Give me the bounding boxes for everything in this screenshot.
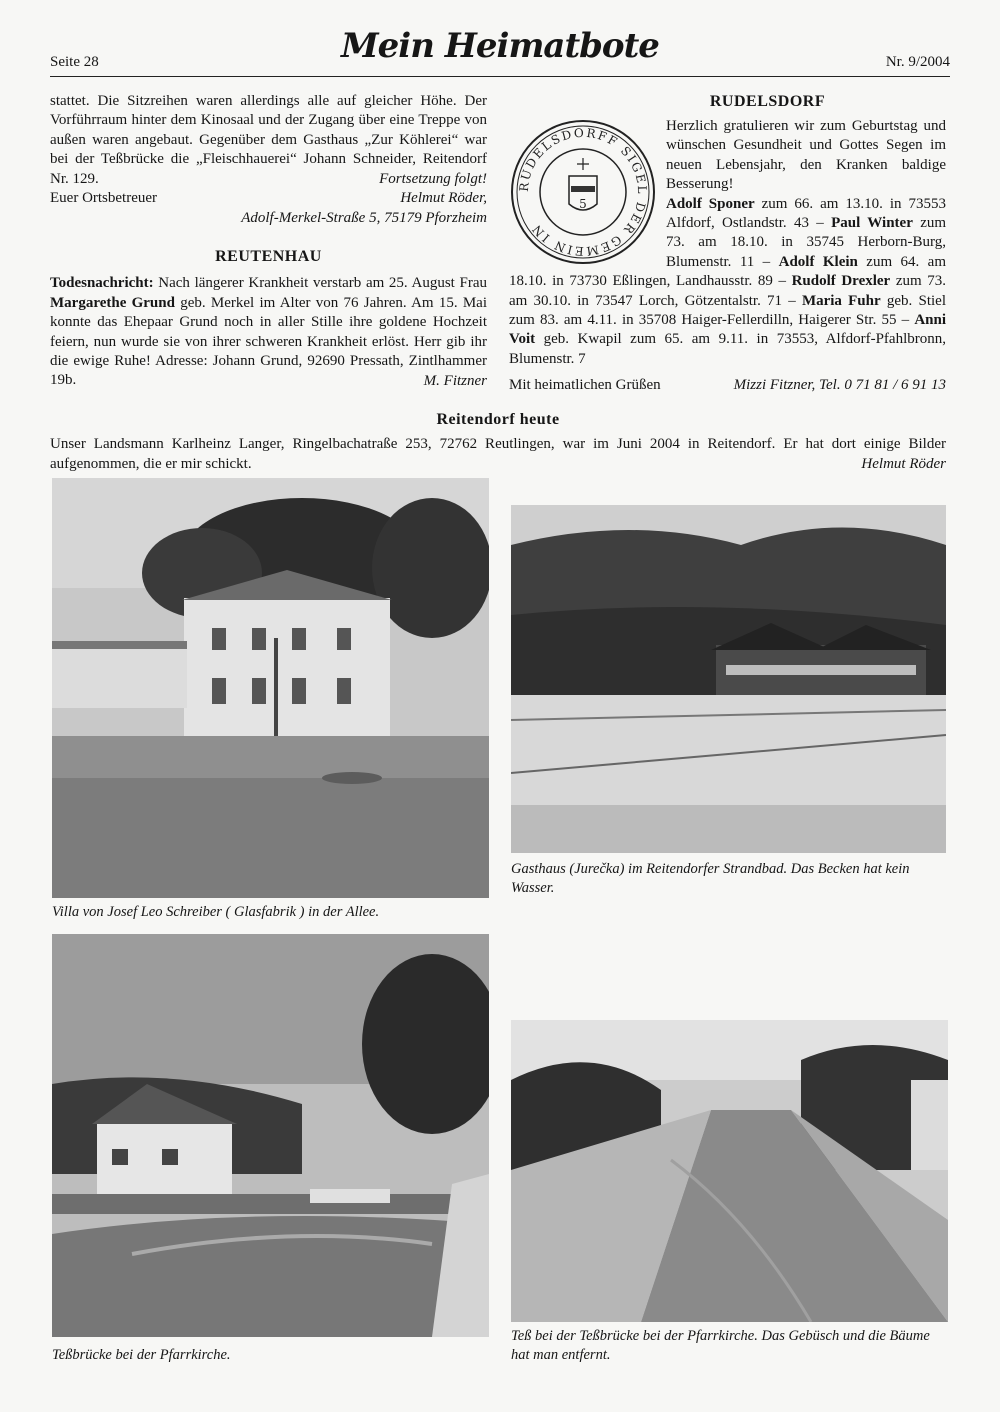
deceased-name: Margarethe Grund (50, 294, 175, 311)
reitendorf-signature: Helmut Röder (861, 456, 946, 473)
greeting-line: Mit heimatlichen Grüßen (509, 377, 661, 394)
river-photo (511, 1020, 948, 1322)
birthday-name: Adolf Klein (778, 253, 858, 270)
page-number: Seite 28 (50, 54, 99, 70)
river-caption: Teß bei der Teßbrücke bei der Pfarrkirche. Das Gebüsch und die Bäume hat man entfernt. (511, 1328, 930, 1363)
section-heading-reutenhau: REUTENHAU (215, 248, 322, 265)
birthday-list (509, 117, 946, 396)
birthday-name: Maria Fuhr (801, 292, 881, 309)
left-top-section (50, 92, 487, 228)
rudelsdorf-signature: Mizzi Fitzner, Tel. 0 71 81 / 6 91 13 (733, 377, 946, 394)
rudelsdorf-section (509, 92, 947, 394)
closing-line: Euer Ortsbetreuer (50, 190, 158, 207)
obituary-text: Todesnachricht: Nach längerer Krankheit verstarb am 25. August Frau Margarethe Grund geb. Merkel im Alter von 76 Jahren. Am 15. Mai konnte das Ehepaar Grund noch in aller Stille ihre goldene Hochzeit feiern, nun wurde sie von ihrer schweren Krankheit erlöst. Herr gib ihr die ewige Ruhe! Adresse: Johann Grund, 92690 Pressath, Zintlhammer 19b. (50, 275, 487, 389)
birthday-details: zum 66. am 13.10. in 73553 Alfdorf, Ostlandstr. 43 – (666, 195, 946, 232)
rudelsdorf-intro: Herzlich gratulieren wir zum Geburtstag und wünschen Gesundheit und Gottes Segen im neuen Lebensjahr, den Kranken baldige Besserung! (666, 118, 946, 193)
section-heading-reitendorf: Reitendorf heute (436, 411, 560, 428)
birthday-name: Rudolf Drexler (791, 273, 891, 290)
reitendorf-intro: Unser Landsmann Karlheinz Langer, Ringelbachatraße 253, 72762 Reutlingen, war im Juni 2004 in Reitendorf. Er hat dort einige Bilder aufgenommen, die er mir schickt. (50, 436, 946, 472)
birthday-details: zum 64. am 18.10. in 73730 Eßlingen, Landhausstr. 89 – (509, 253, 947, 290)
section-heading-rudelsdorf: RUDELSDORF (709, 93, 826, 110)
seal-inscription: RUDELSDORFF SIGEL DER GEMEIN IN (516, 125, 650, 259)
issue-number: Nr. 9/2004 (885, 54, 950, 70)
villa-caption: Villa von Josef Leo Schreiber ( Glasfabrik ) in der Allee. (52, 904, 380, 920)
obituary-signature: M. Fitzner (423, 372, 487, 389)
bridge-caption: Teßbrücke bei der Pfarrkirche. (52, 1347, 231, 1363)
birthday-details: zum 73. am 30.10. in 73547 Lorch, Götzentalstr. 71 – (509, 273, 947, 309)
obituary-label: Todesnachricht: (50, 275, 154, 292)
author-address: Adolf-Merkel-Straße 5, 75179 Pforzheim (241, 209, 487, 226)
birthday-details: geb. Stiel zum 83. am 4.11. in 35708 Haiger-Fellerdilln, Haigerer Str. 55 – (509, 292, 946, 329)
birthday-details: geb. Kwapil zum 65. am 9.11. in 73553, Alfdorf-Pfahlbronn, Blumenstr. 7 (509, 331, 946, 367)
author-name: Helmut Röder, (400, 190, 487, 207)
birthday-name: Anni Voit (509, 312, 946, 348)
reutenhau-section (50, 247, 487, 391)
masthead-title: Mein Heimatbote (341, 26, 659, 66)
gasthaus-photo (511, 505, 946, 853)
villa-photo (52, 478, 489, 898)
bridge-photo (52, 934, 489, 1337)
birthday-name: Adolf Sponer (666, 195, 755, 212)
birthday-name: Paul Winter (831, 215, 913, 232)
reitendorf-section (50, 410, 946, 475)
header-rule (50, 76, 950, 77)
gasthaus-caption: Gasthaus (Jurečka) im Reitendorfer Strandbad. Das Becken hat kein Wasser. (511, 861, 910, 896)
continuation-note: Fortsetzung folgt! (379, 171, 487, 188)
birthday-details: zum 73. am 18.10. in 35745 Herborn-Burg, Blumenstr. 11 – (666, 215, 947, 270)
seal-number: 5 (579, 197, 587, 211)
continued-paragraph: stattet. Die Sitzreihen waren allerdings alle auf gleicher Höhe. Der Vorführraum hinter dem Kinosaal und der Zugang über eine Treppe von außen waren angebaut. Gegenüber dem Gasthaus „Zur Köhlerei“ war bei der Teßbrücke die „Fleischhauerei“ Johann Schneider, Reitendorf Nr. 129. (50, 93, 487, 187)
